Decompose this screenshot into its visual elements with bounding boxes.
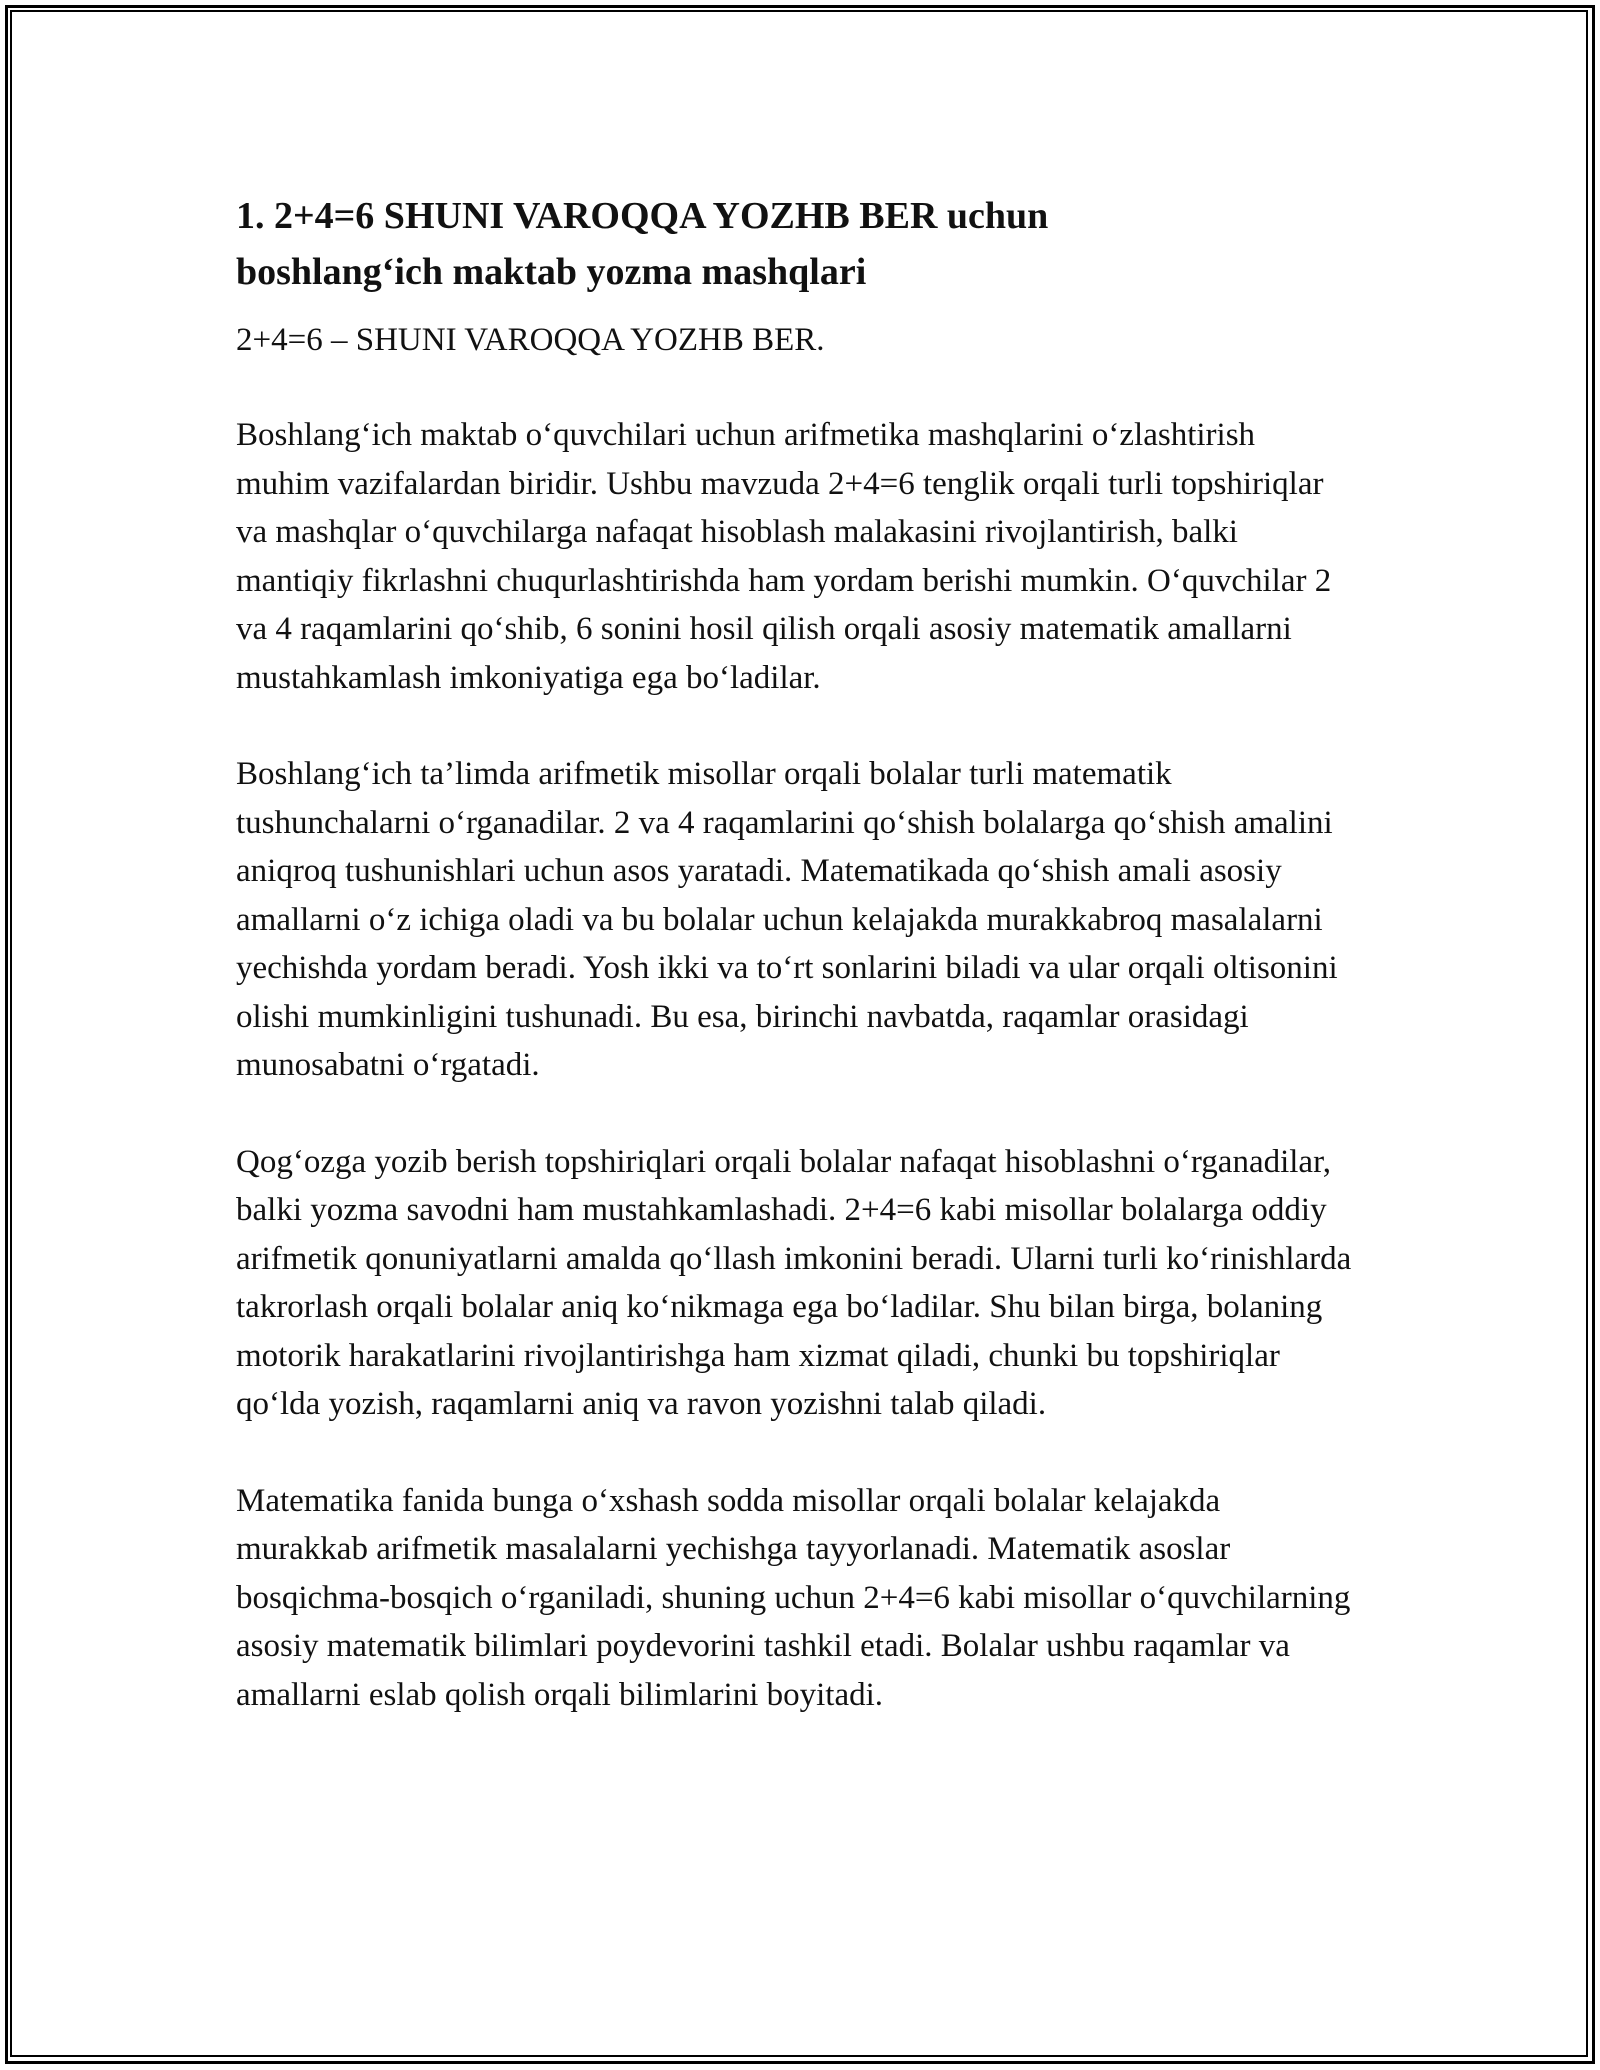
paragraph-4: Matematika fanida bunga o‘xshash sodda misollar orqali bolalar kelajakda murakkab arifmetik masalalarni yechishga tayyorlanadi. Matematik asoslar bosqichma-bosqich o‘rganiladi, shuning uchun 2+4=6 kabi misollar o‘quvchilarning asosiy matematik bilimlari poydevorini tashkil etadi. Bolalar ushbu raqamlar va amallarni eslab qolish orqali bilimlarini boyitadi.	[236, 1482, 1351, 1713]
page-title-line-2: boshlang‘ich maktab yozma mashqlari	[236, 251, 867, 293]
paragraph-3: Qog‘ozga yozib berish topshiriqlari orqali bolalar nafaqat hisoblashni o‘rganadilar, balki yozma savodni ham mustahkamlashadi. 2+4=6 kabi misollar bolalarga oddiy arifmetik qonuniyatlarni amalda qo‘llash imkonini beradi. Ularni turli ko‘rinishlarda takrorlash orqali bolalar aniq ko‘nikmaga ega bo‘ladilar. Shu bilan birga, bolaning motorik harakatlarini rivojlantirishga ham xizmat qiladi, chunki bu topshiriqlar qo‘lda yozish, raqamlarni aniq va ravon yozishni talab qiladi.	[236, 1143, 1352, 1422]
page-title-line-1: 1. 2+4=6 SHUNI VAROQQA YOZHB BER uchun	[236, 195, 1049, 237]
document-body	[236, 188, 1356, 1719]
subtitle: 2+4=6 – SHUNI VAROQQA YOZHB BER.	[236, 322, 825, 358]
page-title	[236, 188, 1356, 300]
paragraph-1: Boshlang‘ich maktab o‘quvchilari uchun arifmetika mashqlarini o‘zlashtirish muhim vazifalardan biridir. Ushbu mavzuda 2+4=6 tenglik orqali turli topshiriqlar va mashqlar o‘quvchilarga nafaqat hisoblash malakasini rivojlantirish, balki mantiqiy fikrlashni chuqurlashtirishda ham yordam berishi mumkin. O‘quvchilar 2 va 4 raqamlarini qo‘shib, 6 sonini hosil qilish orqali asosiy matematik amallarni mustahkamlash imkoniyatiga ega bo‘ladilar.	[236, 417, 1332, 696]
paragraph-2: Boshlang‘ich ta’limda arifmetik misollar orqali bolalar turli matematik tushunchalarni o‘rganadilar. 2 va 4 raqamlarini qo‘shish bolalarga qo‘shish amalini aniqroq tushunishlari uchun asos yaratadi. Matematikada qo‘shish amali asosiy amallarni o‘z ichiga oladi va bu bolalar uchun kelajakda murakkabroq masalalarni yechishda yordam beradi. Yosh ikki va to‘rt sonlarini biladi va ular orqali oltisonini olishi mumkinligini tushunadi. Bu esa, birinchi navbatda, raqamlar orasidagi munosabatni o‘rgatadi.	[236, 756, 1338, 1083]
